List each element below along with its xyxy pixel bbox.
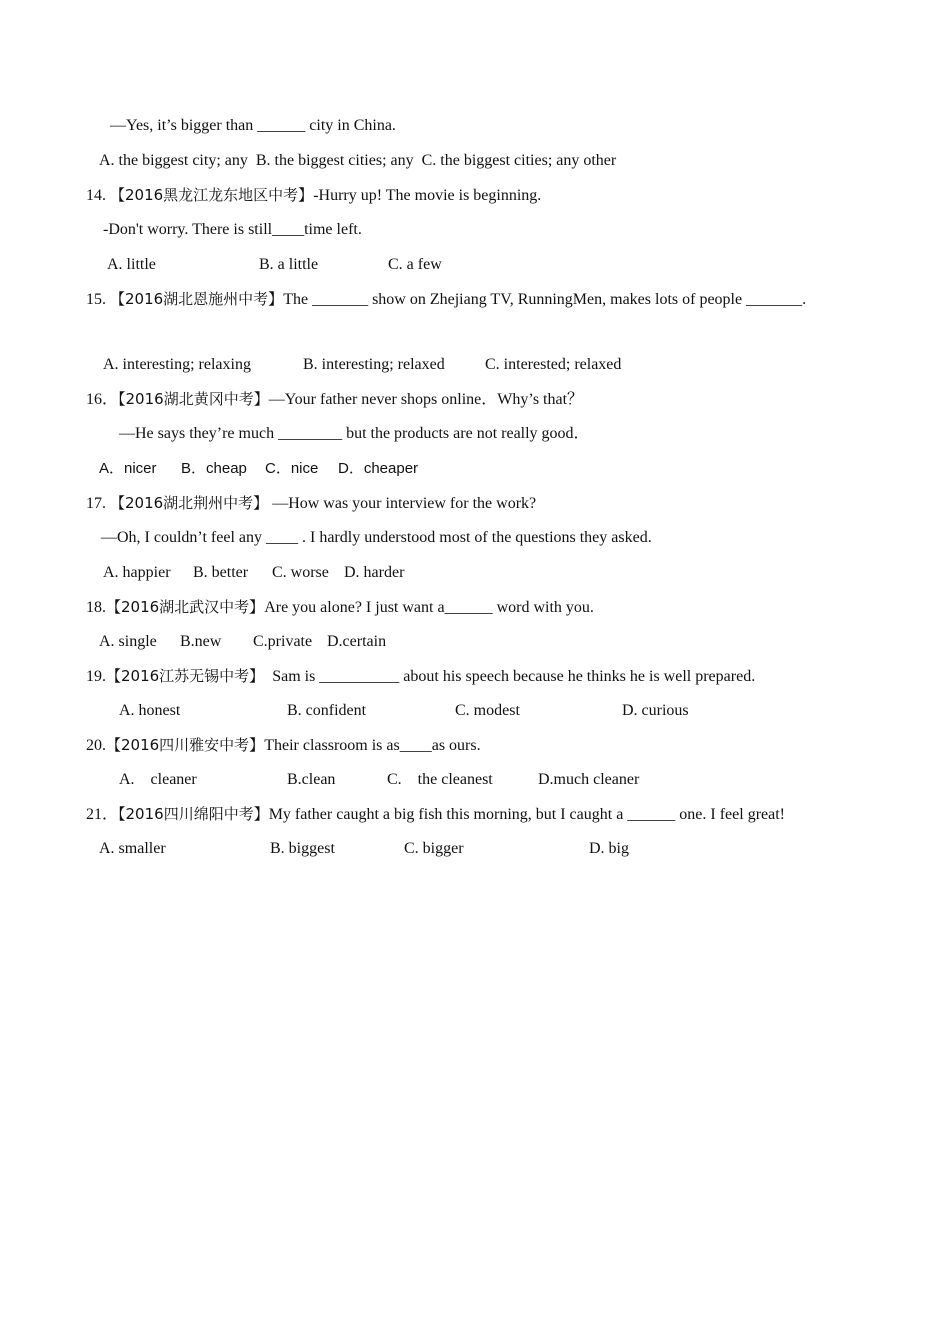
q19-number: 19. — [86, 668, 106, 685]
q20-source: 【2016四川雅安中考】 — [106, 736, 265, 754]
q16-stem-line — [86, 389, 583, 409]
q16-option-d: D．cheaper — [338, 460, 419, 477]
q15-stem-line — [86, 289, 806, 309]
q17-option-b: B. better — [193, 564, 249, 581]
q16-stem: —Your father never shops online．Why’s that？ — [268, 391, 584, 408]
q21-stem: My father caught a big fish this morning, but I caught a ______ one. I feel great! — [268, 806, 785, 823]
q16-stem-reply: —He says they’re much ________ but the products are not really good． — [119, 425, 590, 442]
q20-stem: Their classroom is as____as ours. — [264, 737, 481, 754]
q15-source: 【2016湖北恩施州中考】 — [110, 290, 284, 308]
q15-number: 15. — [86, 291, 110, 308]
q14-option-b: B. a little — [259, 256, 319, 273]
q19-stem-line — [86, 666, 755, 686]
q16-option-c: C．nice — [265, 460, 319, 477]
q21-stem-line — [86, 804, 785, 824]
q20-option-a: A. cleaner — [119, 771, 197, 788]
q18-option-d: D.certain — [327, 633, 387, 650]
q15-option-c: C. interested; relaxed — [485, 356, 622, 373]
q17-number: 17. — [86, 495, 110, 512]
q14-number: 14. — [86, 187, 110, 204]
q19-option-d: D. curious — [622, 702, 689, 719]
q20-option-b: B.clean — [287, 771, 336, 788]
q15-option-a: A. interesting; relaxing — [103, 356, 251, 373]
q20-number: 20. — [86, 737, 106, 754]
q14-stem-reply: -Don't worry. There is still____time left. — [103, 221, 362, 238]
q20-option-c: C. the cleanest — [387, 771, 493, 788]
q21-source: 【2016四川绵阳中考】 — [118, 805, 269, 823]
q15-stem: The _______ show on Zhejiang TV, RunningMen, makes lots of people _______. — [283, 291, 807, 308]
q19-option-b: B. confident — [287, 702, 367, 719]
q19-option-c: C. modest — [455, 702, 520, 719]
q17-stem-reply: —Oh, I couldn’t feel any ____ . I hardly understood most of the questions they asked. — [101, 529, 652, 546]
q17-option-a: A. happier — [103, 564, 171, 581]
q21-option-b: B. biggest — [270, 840, 335, 857]
q16-number: 16． — [86, 391, 119, 408]
q17-option-c: C. worse — [272, 564, 329, 581]
q18-stem: Are you alone? I just want a______ word with you. — [264, 599, 594, 616]
q21-number: 21． — [86, 806, 119, 823]
q14-stem-line — [86, 185, 541, 205]
q17-option-d: D. harder — [344, 564, 405, 581]
q18-option-b: B.new — [180, 633, 222, 650]
q14-source: 【2016黑龙江龙东地区中考】 — [110, 186, 314, 204]
q20-option-d: D.much cleaner — [538, 771, 640, 788]
q18-option-a: A. single — [99, 633, 157, 650]
q16-source: 【2016湖北黄冈中考】 — [118, 390, 269, 408]
q21-option-d: D. big — [589, 840, 629, 857]
q18-option-c: C.private — [253, 633, 313, 650]
q16-option-b: B．cheap — [181, 460, 247, 477]
q17-source: 【2016湖北荆州中考】 — [110, 494, 269, 512]
q18-source: 【2016湖北武汉中考】 — [106, 598, 265, 616]
q19-option-a: A. honest — [119, 702, 181, 719]
q21-option-c: C. bigger — [404, 840, 464, 857]
q15-option-b: B. interesting; relaxed — [303, 356, 445, 373]
q20-stem-line — [86, 735, 481, 755]
q13-options: A. the biggest city; any B. the biggest cities; any C. the biggest cities; any other — [99, 152, 617, 169]
q18-stem-line — [86, 597, 594, 617]
q14-stem: -Hurry up! The movie is beginning. — [313, 187, 542, 204]
q19-source: 【2016江苏无锡中考】 — [106, 667, 265, 685]
q19-stem: Sam is __________ about his speech because he thinks he is well prepared. — [264, 668, 756, 685]
q18-number: 18. — [86, 599, 106, 616]
q14-option-a: A. little — [107, 256, 156, 273]
q16-option-a: A．nicer — [99, 460, 157, 477]
q17-stem: —How was your interview for the work? — [268, 495, 537, 512]
q21-option-a: A. smaller — [99, 840, 166, 857]
q17-stem-line — [86, 493, 536, 513]
q14-option-c: C. a few — [388, 256, 442, 273]
q13-stem-continuation: —Yes, it’s bigger than ______ city in China. — [110, 117, 396, 134]
